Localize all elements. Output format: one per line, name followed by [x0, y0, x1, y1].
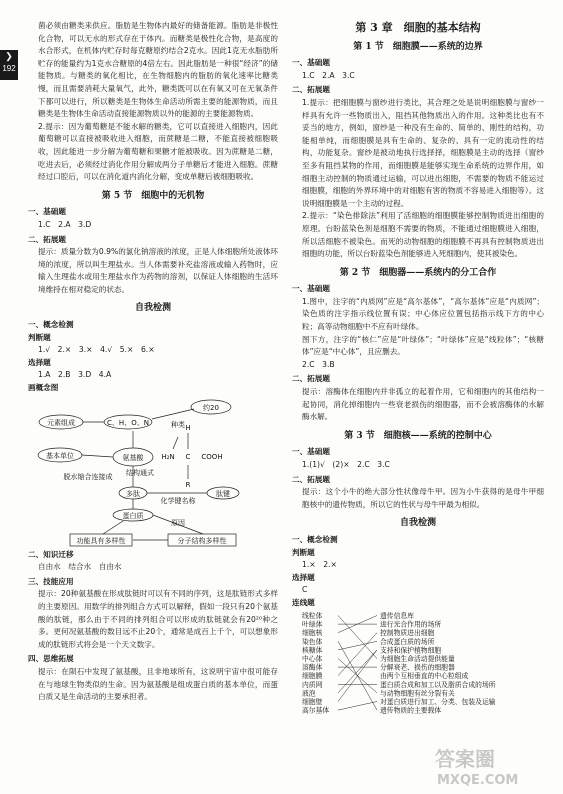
link-line [338, 641, 377, 650]
amino-acid-label: 氨基酸 [122, 453, 144, 462]
link-right-item: 蛋白质合成和加工以及脂质合成的场所 [380, 680, 496, 689]
basic-unit-label: 基本单位 [46, 451, 74, 460]
formula-cooh-label: COOH [201, 452, 223, 461]
sec2-q23: 2.C 3.B [302, 359, 335, 369]
link-left-item: 高尔基体 [302, 706, 330, 715]
extension-text: 提示：质量分数为0.9%的氯化钠溶液的浓度，正是人体细胞所处液体环境的浓度，所以叫生理盐水。当人体需要补充盐溶液或输入药物时，应输入生理盐水或用生理盐水作为药物的溶剂，以保证人体细胞的生活环境维持在相对稳定的状态。 [38, 247, 278, 294]
oval-top-label: 约20 [203, 403, 219, 412]
sec2-basic-title: 一、基础题 [292, 284, 330, 294]
think-text: 提示：在陨石中发现了氨基酸，且非地球所有，这说明宇宙中很可能存在与地球生物类似的生命。因为氨基酸是组成蛋白质的基本单位，而蛋白质又是生命活动的主要承担者。 [38, 666, 278, 702]
link-right-item: 与动物细胞有丝分裂有关 [380, 688, 455, 697]
protein-label: 蛋白质 [122, 511, 144, 520]
chapter-title: 第 3 章 细胞的基本结构 [355, 21, 481, 34]
link-left-item: 叶绿体 [302, 620, 323, 629]
basic-title: 一、基础题 [28, 207, 66, 217]
section-3-title: 第 3 节 细胞核——系统的控制中心 [344, 430, 492, 441]
link-label: 连线题 [292, 597, 315, 607]
link-left-item: 溶酶体 [302, 663, 323, 672]
sec3-basic-title: 一、基础题 [292, 447, 330, 457]
sec1-basic-title: 一、基础题 [292, 58, 330, 68]
sec2-ext-title: 二、拓展题 [292, 374, 330, 384]
link-left-item: 液泡 [302, 688, 316, 697]
choice-answers: 1.A 2.B 3.D 4.A [38, 370, 112, 380]
basic-answers: 1.C 2.A 3.D [38, 219, 92, 229]
page-number: 192 [2, 64, 16, 73]
dehydration-label: 脱水缩合连接成 [63, 472, 113, 481]
link-line [338, 632, 377, 675]
link-line [338, 701, 377, 710]
self-test-title: 自我检测 [134, 303, 171, 314]
sec1-ext1: 1.提示：把细胞膜与窗纱进行类比，其合理之处是说明细胞膜与窗纱一样具有允许一些物质出入，阻挡其他物质出入的作用。这种类比也有不妥当的地方，例如，窗纱是一种没有生命的、简单的、刚性的结构，功能相单纯，而细胞膜是具有生命的、复杂的、具有一定的流动性的结构，功能复杂。窗纱是被动地执行选择择，细胞膜是主动的选择（窗纱至多有阻挡某物的作用，而细胞膜是能够实现生命系统的边界作用，如细胞主动控制的物质通过运输，可以进出细胞，不需要的物质不能运过细胞膜，细胞的外界环境中的对细胞有害的物质不容易进入细胞等）。这说明细胞膜是一个主动的过程。 [302, 97, 544, 208]
right-self-test-title: 自我检测 [399, 518, 436, 529]
link-line [338, 649, 377, 692]
link-right-item: 遗传信息库 [380, 611, 414, 620]
chem-bond-label: 化学键名称 [160, 496, 196, 505]
right-judge-label: 判断题 [292, 547, 315, 557]
svg-text:答案圈: 答案圈 [435, 747, 495, 771]
sec3-ext-title: 二、拓展题 [292, 474, 330, 484]
right-choice-answers: C [302, 585, 308, 595]
link-right-item: 遗传物质的主要载体 [380, 706, 442, 715]
formula-h-label: H [185, 423, 191, 432]
arrow-icon: ❯ [5, 51, 13, 61]
watermark-logo [427, 740, 557, 788]
judge-label: 判断题 [28, 332, 51, 342]
formula-c-label: C [185, 452, 191, 461]
link-right-item: 支持和保护植物细胞 [380, 645, 442, 654]
link-right-item: 对蛋白质进行加工、分类、包装及运输 [380, 697, 496, 706]
sec3-ext: 提示：这个小牛的绝大部分性状像母牛甲。因为小牛获得的是母牛甲细胞核中的遗传物质，所以它的性状与母牛甲最为相似。 [302, 487, 544, 509]
right-column [292, 20, 544, 720]
link-right-item: 为细胞生命活动提供能量 [380, 654, 455, 663]
paragraph-fat-sugar: 菌必须由糖类来供应。脂肪是生物体内最好的储备能源。脂肪是非极性化合物，可以无水的形式存在于体内。而糖类是极性化合物，是高度的水合形式，在机体内贮存时每克糖原约结合2克水。因此1克无水脂肪所贮存的能量约为1克水合糖原的4倍左右。因此脂肪是一种很“经济”的储能物质。与糖类的氧化相比，在生物细胞内的脂肪的氧化速率比糖类慢，而且需要消耗大量氧气，此外，糖类既可以在有氧又可在无氧条件下都可以进行，所以糖类是生物体生命活动所需主要的能源物质，而且糖类是生物体生命活动直接能源物质以外的能源的主要能源物质。 [38, 21, 278, 119]
elements-label: 元素组成 [47, 418, 75, 427]
right-choice-label: 选择题 [292, 572, 315, 582]
right-judge-answers: 1.× 2.× [302, 560, 337, 570]
svg-text:MXQE.COM: MXQE.COM [437, 773, 519, 788]
section-1-title: 第 1 节 细胞膜——系统的边界 [353, 41, 483, 52]
transfer-answers: 自由水 结合水 自由水 [38, 562, 122, 572]
link-left-item: 细胞核 [302, 628, 323, 637]
link-left-item: 细胞壁 [302, 697, 323, 706]
formula-r-label: R [185, 480, 191, 489]
reason-label: 原因 [171, 518, 185, 527]
sec1-ext-title: 二、拓展题 [292, 85, 330, 95]
section-2-title: 第 2 节 细胞器——系统内的分工合作 [339, 267, 497, 278]
sec1-ext2: 2.提示：“染色排除法”利用了活细胞的细胞膜能够控制物质进出细胞的原理。台盼蓝染色剂是细胞不需要的物质，不能通过细胞膜进入细胞，所以活细胞不被染色。而死的动物细胞的细胞膜不再具有控制物质进出细胞的功能，所以台盼蓝染色剂能够进入死细胞内，使其被染色。 [302, 211, 544, 259]
chno-label: C、H、O、N [107, 418, 149, 427]
sec3-basic-answers: 1.(1)√ (2)× 2.C 3.C [302, 460, 390, 469]
link-right-item: 控制物质进出细胞 [380, 628, 435, 637]
right-concept-title: 一、概念检测 [292, 534, 338, 544]
concept-map [28, 397, 278, 547]
sec2-q1b: 图下方，注字的“核仁”应是“叶绿体”；“叶绿体”应是“线粒体”；“核糖体”应是“中心体”，且应删去。 [302, 334, 544, 357]
kinds-label: 种类 [171, 420, 185, 429]
link-right-item: 进行光合作用的场所 [380, 620, 442, 629]
choice-label: 选择题 [28, 357, 51, 367]
extension-title: 二、拓展题 [28, 234, 66, 244]
transfer-title: 二、知识迁移 [28, 549, 74, 559]
page-number-tab [0, 50, 18, 80]
link-left-item: 核糖体 [302, 645, 323, 654]
link-right-item: 由两个互相垂直的中心粒组成 [380, 671, 469, 680]
tech-title: 三、技能应用 [28, 576, 74, 586]
left-column [28, 20, 278, 704]
formula-nh2-label: H₂N [161, 452, 175, 461]
peptide-label: 多肽 [126, 489, 140, 498]
func-div-label: 功能具有多样性 [76, 536, 126, 545]
concept-map-label: 画概念图 [28, 383, 59, 393]
link-line [338, 649, 377, 701]
link-left-item: 中心体 [302, 654, 323, 663]
think-title: 四、思维拓展 [28, 654, 74, 664]
link-right-item: 分解衰老、损伤的细胞器 [380, 663, 455, 672]
answer-q2: 2.提示：因为葡萄糖是不能水解的糖类，它可以直接进入细胞内，因此葡萄糖可以直接被吸收进入细胞，而蔗糖是二糖，不能直接被细胞吸收，因此能进一步分解为葡萄糖和果糖才能被吸收。因为蔗糖是二糖，吃进去后，必须经过消化作用分解成两分子单糖后才能进入细胞。蔗糖经过口腔后，可以在消化道内消化分解，变成单糖后被细胞吸收。 [38, 121, 278, 182]
peptide-bond-label: 肽键 [216, 489, 230, 498]
tech-text: 提示：20种氨基酸在形成肽链时可以有不同的序列，这是肽链形式多样的主要原因。用数学的排列组合方式可以解释，假如一段只有20个氨基酸的肽链，那么由于不同的排列组合可以形成的肽链就会有20²⁰种之多。更何况氨基酸的数目远不止20个，通常是成百上千个，可以想象形成的肽链形式将会是一个天文数字。 [38, 589, 278, 649]
concept-test-title: 一、概念检测 [28, 320, 74, 330]
section-5-title: 第 5 节 细胞中的无机物 [101, 190, 205, 201]
sec2-ext: 提示：溶酶体在细胞内并非孤立的起着作用，它和细胞内的其他结构一起协同，消化掉细胞内一些衰老损伤的细胞器，而不会被溶酶体的水解酶水解。 [302, 387, 544, 422]
general-formula-label: 结构通式 [126, 468, 154, 477]
sec2-q1: 1.图中，注字的“内质网”应是“高尔基体”，“高尔基体”应是“内质网”；染色质的注字指示线位置有误；中心体应位置包括指示线下方的中心粒；高等动物细胞中不应有叶绿体。 [302, 296, 544, 332]
link-left-item: 细胞膜 [302, 671, 323, 680]
link-left-item: 染色体 [302, 637, 323, 646]
matching-diagram [292, 610, 544, 720]
link-right-item: 合成蛋白质的场所 [380, 637, 435, 646]
struct-div-label: 分子结构多样性 [177, 536, 227, 545]
link-left-item: 内质网 [302, 680, 323, 689]
link-left-item: 线粒体 [302, 611, 323, 620]
sec1-basic-answers: 1.C 2.A 3.C [302, 70, 355, 80]
judge-answers: 1.√ 2.× 3.× 4.√ 5.× 6.× [38, 345, 155, 355]
